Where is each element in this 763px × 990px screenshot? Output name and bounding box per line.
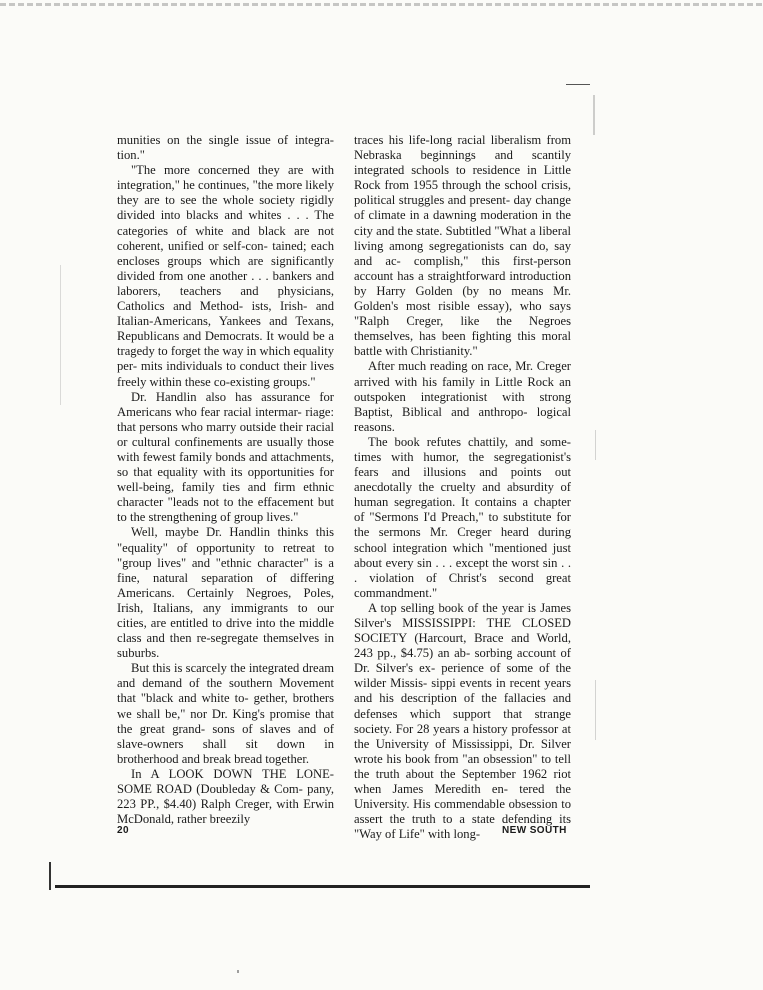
paragraph: A top selling book of the year is James Silver's MISSISSIPPI: THE CLOSED SOCIETY (Harcourt, Brace and World, 243 pp., $4.75) an ab- sorbing account of Dr. Silver's ex- perience of some of the wilder Missis- sippi events in recent years and his description of the fallacies and defenses which support that strange society. For 28 years a history professor at the University of Mississippi, Dr. Silver wrote his book from "an obsession" to tell the truth about the September 1962 riot when James Meredith en- tered the University. His commendable obsession to assert the truth to a state defending its "Way of Life" with long- (354, 600, 571, 842)
scan-speck (593, 95, 595, 135)
paragraph: traces his life-long racial liberalism from Nebraska beginnings and scantily integrated schools to residence in Little Rock from 1955 through the school crisis, political struggles and present- day change of climate in a dawning moderation in the city and the state. Subtitled "What a liberal living among segregationists can do, say and ac- complish," this first-person account has a straightforward introduction by Harry Golden (by no means Mr. Golden's most risible essay), who says "Ralph Creger, like the Negroes themselves, has been fighting this moral battle with Christianity." (354, 133, 571, 359)
paragraph: But this is scarcely the integrated dream and demand of the southern Movement that "black and white to- gether, brothers we shall be," nor Dr. King's promise that the great grand- sons of slaves and of slave-owners shall sit down in brotherhood and break bread together. (117, 661, 334, 766)
scan-speck (595, 430, 596, 460)
paragraph: munities on the single issue of integra- tion." (117, 133, 334, 163)
binding-mark (49, 862, 51, 890)
article-column-left (117, 133, 334, 827)
page-bottom-rule (55, 885, 590, 888)
scan-edge-artifact (0, 3, 763, 6)
paragraph: Well, maybe Dr. Handlin thinks this "equality" of opportunity to retreat to "group lives" and "ethnic character" is a fine, natural separation of differing Americans. Certainly Negroes, Poles, Irish, Italians, any immigrants to our cities, are entitled to drive into the middle class and then re-segregate themselves in suburbs. (117, 525, 334, 661)
paragraph: Dr. Handlin also has assurance for Americans who fear racial intermar- riage: that persons who marry outside their racial or cultural confinements are usually those with fewest family bonds and attachments, so that equality with its opportunities for well-being, family ties and firm ethnic character "leads not to the effacement but to the strengthening of group lives." (117, 389, 334, 525)
page-number: 20 (117, 825, 129, 836)
scan-speck (60, 265, 61, 405)
scan-speck (595, 680, 596, 740)
scan-mark (566, 84, 590, 85)
paragraph: The book refutes chattily, and some- times with humor, the segregationist's fears and illusions and points out anecdotally the cruelty and absurdity of human segregation. It contains a chapter of "Sermons I'd Preach," to substitute for the sermons Mr. Creger heard during school integration which "mentioned just about every sin . . . except the worst sin . . . violation of Christ's second great commandment." (354, 434, 571, 600)
paragraph: After much reading on race, Mr. Creger arrived with his family in Little Rock an outspoken integrationist with strong Baptist, Biblical and anthropo- logical reasons. (354, 359, 571, 434)
paragraph: In A LOOK DOWN THE LONE- SOME ROAD (Doubleday & Com- pany, 223 PP., $4.40) Ralph Creger, with Erwin McDonald, rather breezily (117, 766, 334, 827)
article-column-right (354, 133, 571, 842)
scan-speck (237, 970, 239, 973)
paragraph: "The more concerned they are with integration," he continues, "the more likely they are to see the whole society rigidly divided into blacks and whites . . . The categories of white and black are not coherent, unified or self-con- tained; each encloses groups which are significantly divided from one another . . . bankers and laborers, teachers and physicians, Catholics and Method- ists, Irish- and Italian-Americans, Yankees and Texans, Republicans and Democrats. It would be a tragedy to forget the way in which equality per- mits individuals to conduct their lives freely within these co-existing groups." (117, 163, 334, 389)
magazine-name: NEW SOUTH (502, 825, 567, 836)
